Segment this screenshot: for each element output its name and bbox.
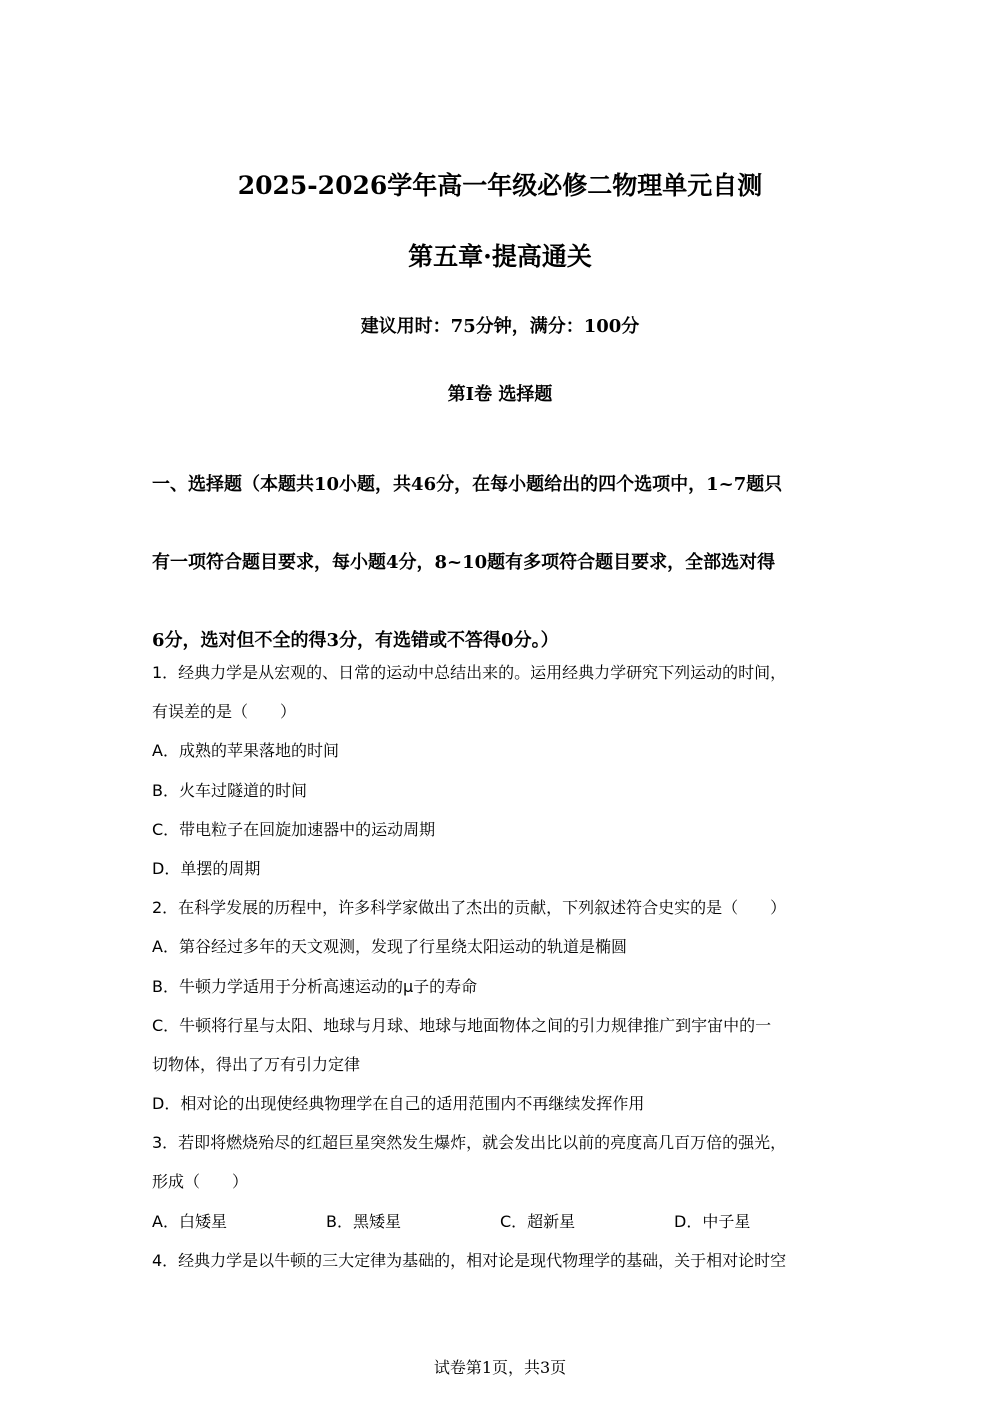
instructions-line-1: 一、选择题（本题共10小题，共46分，在每小题给出的四个选项中，1~7题只 (152, 474, 783, 495)
q3-option-d: D．中子星 (674, 1211, 751, 1231)
q2-option-a: A．第谷经过多年的天文观测，发现了行星绕太阳运动的轨道是椭圆 (152, 937, 627, 957)
q2-option-d: D．相对论的出现使经典物理学在自己的适用范围内不再继续发挥作用 (152, 1094, 645, 1114)
section-heading: 第Ⅰ卷 选择题 (447, 384, 553, 405)
q3-stem-line-1: 3．若即将燃烧殆尽的红超巨星突然发生爆炸，就会发出比以前的亮度高几百万倍的强光， (152, 1133, 787, 1153)
q3-option-b: B．黑矮星 (326, 1211, 401, 1231)
q2-option-c-line-2: 切物体，得出了万有引力定律 (152, 1054, 361, 1074)
exam-title: 2025-2026学年高一年级必修二物理单元自测 (237, 171, 763, 200)
q2-option-b: B．牛顿力学适用于分析高速运动的μ子的寿命 (152, 976, 478, 996)
q1-option-b: B．火车过隧道的时间 (152, 780, 307, 800)
q1-option-c: C．带电粒子在回旋加速器中的运动周期 (152, 819, 436, 839)
instructions-line-3: 6分，选对但不全的得3分，有选错或不答得0分。） (152, 630, 559, 651)
page-footer: 试卷第1页，共3页 (433, 1358, 567, 1377)
q2-stem: 2．在科学发展的历程中，许多科学家做出了杰出的贡献，下列叙述符合史实的是（ ） (152, 898, 787, 918)
time-score-info: 建议用时：75分钟，满分：100分 (360, 316, 640, 337)
q3-option-a: A．白矮星 (152, 1211, 227, 1231)
instructions-line-2: 有一项符合题目要求，每小题4分，8~10题有多项符合题目要求，全部选对得 (152, 552, 776, 573)
q1-option-a: A．成熟的苹果落地的时间 (152, 741, 339, 761)
q2-option-c-line-1: C．牛顿将行星与太阳、地球与月球、地球与地面物体之间的引力规律推广到宇宙中的一 (152, 1015, 772, 1035)
chapter-subtitle: 第五章·提高通关 (408, 242, 592, 271)
section-instructions (152, 446, 852, 680)
q4-stem-line-1: 4．经典力学是以牛顿的三大定律为基础的，相对论是现代物理学的基础，关于相对论时空 (152, 1250, 787, 1270)
q1-stem-line-2: 有误差的是（ ） (152, 702, 297, 722)
q3-option-c: C．超新星 (500, 1211, 576, 1231)
q1-stem-line-1: 1．经典力学是从宏观的、日常的运动中总结出来的。运用经典力学研究下列运动的时间， (152, 663, 787, 682)
q3-options-row (152, 1207, 852, 1246)
question-list (152, 658, 852, 1285)
q3-stem-line-2: 形成（ ） (152, 1172, 249, 1192)
q1-option-d: D．单摆的周期 (152, 858, 261, 878)
